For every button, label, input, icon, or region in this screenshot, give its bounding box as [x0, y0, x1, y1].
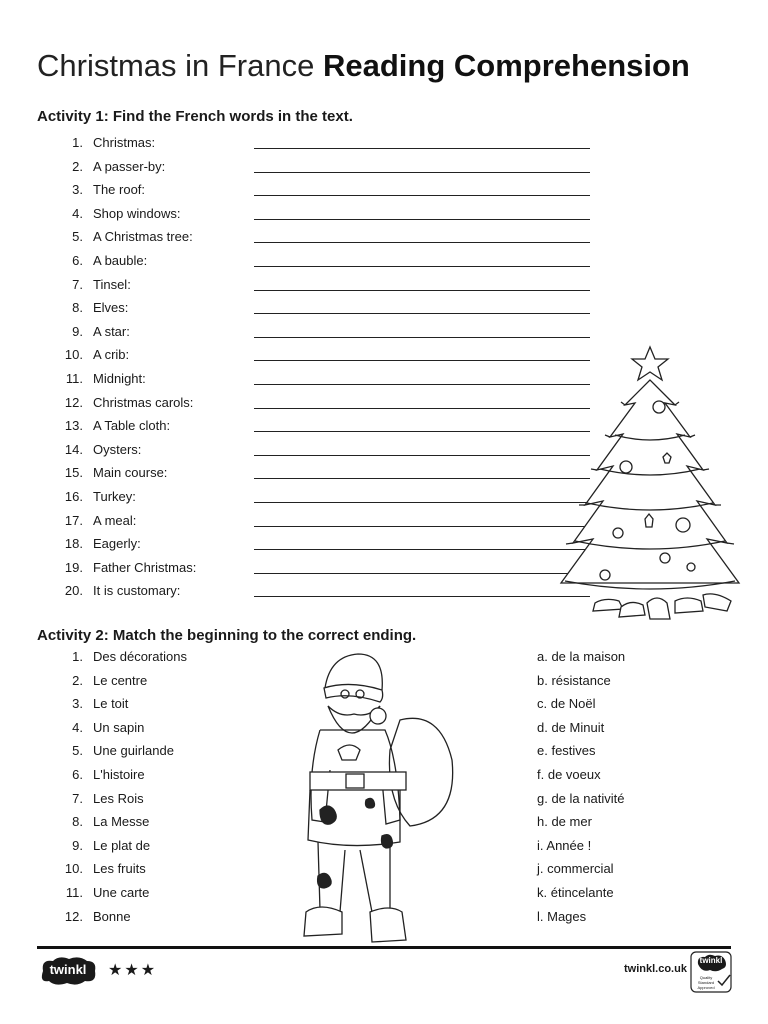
item-text: Les fruits: [93, 861, 146, 877]
item-text: A Christmas tree:: [93, 229, 193, 245]
activity1-item: [37, 275, 277, 295]
item-number: 3.: [72, 696, 83, 712]
item-text: Une guirlande: [93, 743, 174, 759]
activity2-ending: c. de Noël: [537, 696, 596, 712]
activity2-beginning: [37, 765, 277, 785]
activity2-ending: h. de mer: [537, 814, 592, 830]
answer-line[interactable]: [254, 596, 590, 597]
answer-line[interactable]: [254, 431, 590, 432]
answer-line[interactable]: [254, 313, 590, 314]
item-number: 11.: [65, 371, 83, 386]
page-title: [37, 48, 690, 84]
activity1-item: [37, 369, 277, 389]
item-number: 14.: [64, 441, 83, 457]
item-number: 12.: [64, 394, 83, 410]
item-number: 12.: [64, 908, 83, 924]
item-text: Shop windows:: [93, 205, 181, 221]
activity1-item: [37, 322, 277, 342]
answer-line[interactable]: [254, 573, 590, 574]
item-number: 11.: [65, 885, 83, 900]
activity2-ending: k. étincelante: [537, 885, 614, 900]
item-text: Elves:: [93, 300, 129, 316]
activity2-ending: a. de la maison: [537, 649, 626, 664]
item-text: Des décorations: [93, 649, 187, 664]
item-text: L'histoire: [93, 767, 145, 782]
activity2-beginning: [37, 812, 277, 832]
answer-line[interactable]: [254, 455, 590, 456]
activity2-beginning: [37, 789, 277, 809]
activity1-item: [37, 558, 277, 578]
item-number: 6.: [72, 767, 83, 782]
item-text: La Messe: [93, 814, 150, 830]
activity1-heading: Activity 1: Find the French words in the text.: [37, 108, 353, 125]
answer-line[interactable]: [254, 172, 590, 173]
item-text: It is customary:: [93, 583, 181, 599]
activity2-ending: i. Année !: [537, 837, 592, 853]
item-number: 2.: [72, 672, 83, 688]
twinkl-logo: [37, 955, 99, 992]
activity2-ending: d. de Minuit: [537, 719, 605, 735]
item-number: 1.: [72, 135, 83, 150]
item-text: Le toit: [93, 696, 129, 712]
item-number: 4.: [72, 205, 83, 221]
activity1-item: [37, 227, 277, 247]
activity1-item: [37, 440, 277, 460]
activity2-heading: Activity 2: Match the beginning to the correct ending.: [37, 627, 417, 644]
item-text: Main course:: [93, 465, 168, 481]
item-text: Les Rois: [93, 790, 144, 806]
item-text: Le centre: [93, 672, 148, 688]
activity1-item: [37, 511, 277, 531]
item-text: The roof:: [93, 182, 146, 198]
activity1-item: [37, 416, 277, 436]
item-number: 9.: [72, 837, 83, 853]
item-text: Christmas carols:: [93, 394, 194, 410]
title-light: Christmas in France: [37, 48, 315, 83]
activity1-item: [37, 204, 277, 224]
father-christmas-illustration: [290, 650, 460, 945]
item-text: Le plat de: [93, 837, 151, 853]
christmas-tree-illustration: [555, 345, 745, 640]
item-text: A star:: [93, 323, 130, 339]
activity2-beginning: [37, 647, 277, 667]
item-number: 17.: [64, 512, 83, 528]
activity2-ending: l. Mages: [537, 908, 587, 924]
item-text: Midnight:: [93, 371, 146, 386]
answer-line[interactable]: [254, 384, 590, 385]
activity1-item: [37, 581, 277, 601]
item-text: Father Christmas:: [93, 559, 197, 575]
activity2-beginning: [37, 907, 277, 927]
item-text: Christmas:: [93, 135, 156, 150]
answer-line[interactable]: [254, 219, 590, 220]
item-text: Un sapin: [93, 719, 145, 735]
answer-line[interactable]: [254, 502, 590, 503]
item-text: A bauble:: [93, 253, 148, 268]
website-link[interactable]: twinkl.co.uk: [624, 963, 687, 975]
item-number: 10.: [64, 861, 83, 877]
activity1-item: [37, 298, 277, 318]
item-text: A crib:: [93, 347, 130, 363]
item-number: 7.: [72, 276, 83, 292]
item-number: 16.: [64, 489, 83, 504]
activity2-beginning: [37, 859, 277, 879]
activity1-item: [37, 345, 277, 365]
activity2-ending: g. de la nativité: [537, 790, 625, 806]
badge-logo-text: twinkl: [699, 956, 723, 965]
item-number: 2.: [72, 158, 83, 174]
item-text: A passer-by:: [93, 158, 166, 174]
activity2-ending: b. résistance: [537, 672, 611, 688]
answer-line[interactable]: [254, 266, 590, 267]
activity1-item: [37, 157, 277, 177]
logo-text: twinkl: [49, 962, 87, 977]
item-number: 15.: [64, 465, 83, 481]
activity1-item: [37, 487, 277, 507]
item-number: 13.: [64, 418, 83, 434]
item-text: Bonne: [93, 908, 131, 924]
activity1-item: [37, 534, 277, 554]
item-number: 20.: [64, 583, 83, 599]
item-text: Tinsel:: [93, 276, 131, 292]
item-number: 5.: [72, 743, 83, 759]
activity2-ending: e. festives: [537, 743, 596, 759]
answer-line[interactable]: [254, 408, 590, 409]
item-text: Oysters:: [93, 441, 142, 457]
answer-line[interactable]: [254, 195, 590, 196]
item-number: 8.: [72, 300, 83, 316]
activity2-beginning: [37, 836, 277, 856]
answer-line[interactable]: [254, 337, 590, 338]
item-number: 10.: [64, 347, 83, 363]
item-text: Une carte: [93, 885, 150, 900]
item-number: 6.: [72, 253, 83, 268]
item-number: 5.: [72, 229, 83, 245]
activity2-ending: f. de voeux: [537, 767, 601, 782]
item-number: 4.: [72, 719, 83, 735]
answer-line[interactable]: [254, 242, 590, 243]
answer-line[interactable]: [254, 360, 590, 361]
difficulty-stars: ★★★: [108, 962, 158, 979]
activity1-item: [37, 463, 277, 483]
activity2-beginning: [37, 694, 277, 714]
item-number: 9.: [72, 323, 83, 339]
item-text: A meal:: [93, 512, 137, 528]
item-text: A Table cloth:: [93, 418, 171, 434]
item-number: 7.: [72, 790, 83, 806]
answer-line[interactable]: [254, 526, 590, 527]
activity1-item: [37, 393, 277, 413]
answer-line[interactable]: [254, 290, 590, 291]
activity1-item: [37, 251, 277, 271]
title-bold: Reading Comprehension: [322, 48, 690, 83]
item-text: Eagerly:: [93, 536, 141, 552]
activity2-beginning: [37, 718, 277, 738]
activity1-item: [37, 133, 277, 153]
quality-badge: [690, 951, 732, 998]
item-text: Turkey:: [93, 489, 136, 504]
answer-line[interactable]: [254, 148, 590, 149]
activity2-beginning: [37, 883, 277, 903]
activity2-beginning: [37, 671, 277, 691]
badge-caption: Quality Standard Approved: [697, 975, 715, 990]
answer-line[interactable]: [254, 549, 590, 550]
activity2-ending: j. commercial: [537, 861, 614, 877]
activity2-beginning: [37, 741, 277, 761]
item-number: 1.: [72, 649, 83, 664]
footer-divider: [37, 946, 731, 949]
item-number: 3.: [72, 182, 83, 198]
answer-line[interactable]: [254, 478, 590, 479]
item-number: 8.: [72, 814, 83, 830]
activity1-item: [37, 180, 277, 200]
item-number: 18.: [64, 536, 83, 552]
item-number: 19.: [64, 559, 83, 575]
